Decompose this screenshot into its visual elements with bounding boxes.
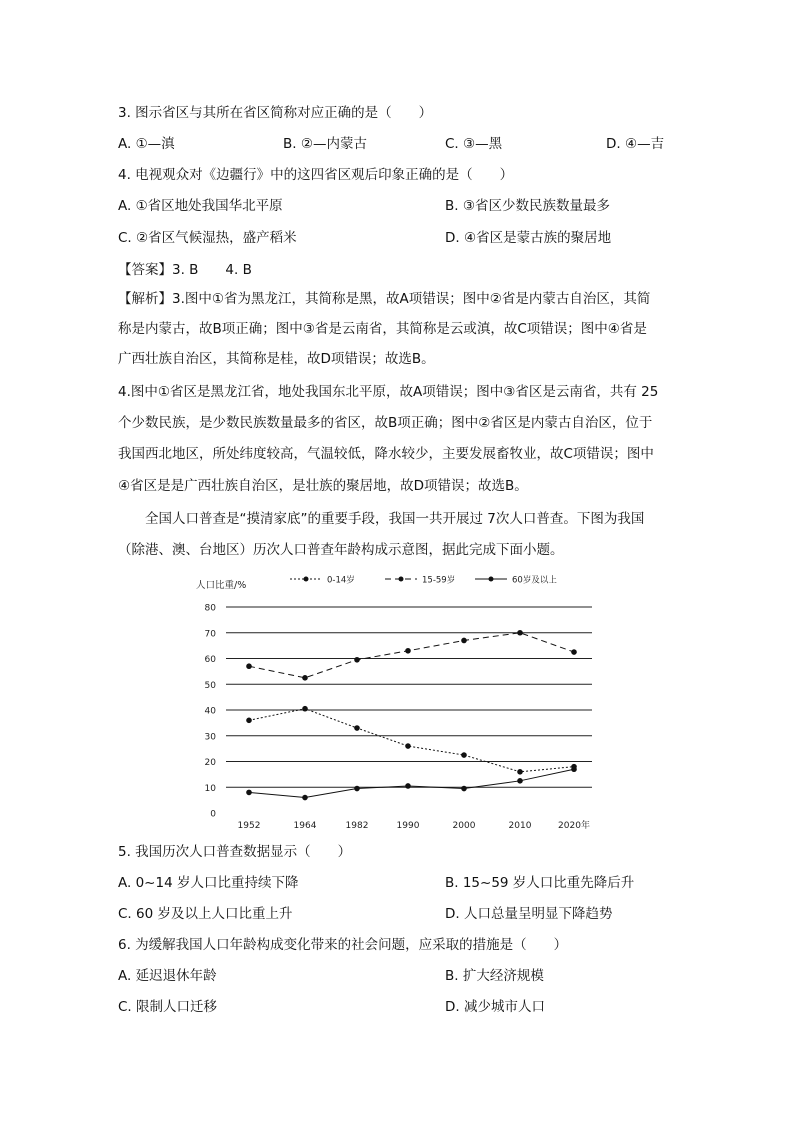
q4-option-c: C. ②省区气候湿热，盛产稻米 <box>118 230 297 246</box>
data-point <box>517 630 523 636</box>
legend-label: 60岁及以上 <box>512 575 557 586</box>
q5-option-a: A. 0~14 岁人口比重持续下降 <box>118 875 299 891</box>
data-point <box>461 752 467 758</box>
q4-stem: 4. 电视观众对《边疆行》中的这四省区观后印象正确的是（ ） <box>118 167 514 183</box>
q6-option-a: A. 延迟退休年龄 <box>118 968 217 984</box>
data-point <box>517 769 523 775</box>
data-point <box>461 786 467 792</box>
y-tick-label: 10 <box>204 783 216 794</box>
y-tick-label: 0 <box>210 809 216 820</box>
y-tick-label: 50 <box>204 680 216 691</box>
x-tick-label: 1990 <box>396 821 420 831</box>
x-tick-label: 2020年 <box>558 821 590 831</box>
q6-option-d: D. 减少城市人口 <box>445 999 545 1015</box>
legend-label: 0-14岁 <box>327 575 355 586</box>
data-point <box>571 649 577 655</box>
x-tick-label: 1964 <box>293 821 317 831</box>
analysis-line: ④省区是是广西壮族自治区，是壮族的聚居地，故D项错误；故选B。 <box>118 478 528 494</box>
y-tick-label: 80 <box>204 603 216 614</box>
analysis-line: 个少数民族，是少数民族数量最多的省区，故B项正确；图中②省区是内蒙古自治区，位于 <box>118 415 653 431</box>
legend-marker <box>399 577 404 582</box>
data-point <box>354 786 360 792</box>
x-tick-label: 1952 <box>237 821 261 831</box>
data-point <box>354 657 360 663</box>
data-point <box>302 706 308 712</box>
analysis-line: 称是内蒙古，故B项正确；图中③省是云南省，其简称是云或滇，故C项错误；图中④省是 <box>118 321 647 337</box>
series-line <box>249 769 574 797</box>
q4-option-d: D. ④省区是蒙古族的聚居地 <box>445 230 612 246</box>
legend-marker <box>489 577 494 582</box>
y-tick-label: 60 <box>204 655 216 665</box>
data-point <box>517 778 523 784</box>
data-point <box>246 790 252 796</box>
q3-stem: 3. 图示省区与其所在省区简称对应正确的是（ ） <box>118 105 433 121</box>
data-point <box>246 663 252 669</box>
series-line <box>249 633 574 678</box>
legend-marker <box>304 577 309 582</box>
data-point <box>302 795 308 801</box>
data-point <box>405 648 411 654</box>
q5-option-c: C. 60 岁及以上人口比重上升 <box>118 906 293 922</box>
x-tick-label: 1982 <box>345 821 369 831</box>
analysis-line: 我国西北地区，所处纬度较高，气温较低，降水较少，主要发展畜牧业，故C项错误；图中 <box>118 446 654 462</box>
q6-option-b: B. 扩大经济规模 <box>445 968 544 984</box>
x-tick-label: 2010 <box>508 821 532 831</box>
answer: 【答案】3. B 4. B <box>118 262 252 278</box>
data-point <box>571 766 577 772</box>
intro-line: 全国人口普查是“摸清家底”的重要手段，我国一共开展过 7次人口普查。下图为我国 <box>118 511 645 527</box>
y-axis-label: 人口比重/% <box>196 580 247 591</box>
q3-option-b: B. ②—内蒙古 <box>283 136 367 152</box>
analysis-line: 广西壮族自治区，其简称是桂，故D项错误；故选B。 <box>118 351 435 367</box>
y-tick-label: 40 <box>204 706 216 717</box>
data-point <box>246 718 252 724</box>
intro-line: （除港、澳、台地区）历次人口普查年龄构成示意图，据此完成下面小题。 <box>118 542 564 558</box>
data-point <box>302 675 308 681</box>
q6-stem: 6. 为缓解我国人口年龄构成变化带来的社会问题，应采取的措施是（ ） <box>118 937 568 953</box>
y-tick-label: 70 <box>204 629 216 640</box>
data-point <box>405 743 411 749</box>
q4-option-a: A. ①省区地处我国华北平原 <box>118 198 283 214</box>
q5-option-b: B. 15~59 岁人口比重先降后升 <box>445 875 635 891</box>
series-line <box>249 709 574 772</box>
q5-option-d: D. 人口总量呈明显下降趋势 <box>445 906 613 922</box>
y-tick-label: 20 <box>204 758 216 768</box>
data-point <box>461 638 467 644</box>
data-point <box>354 725 360 731</box>
analysis-line: 4.图中①省区是黑龙江省，地处我国东北平原，故A项错误；图中③省区是云南省，共有 25 <box>118 384 659 400</box>
q4-option-b: B. ③省区少数民族数量最多 <box>445 198 610 214</box>
q3-option-d: D. ④—吉 <box>606 136 665 152</box>
y-tick-label: 30 <box>204 732 216 743</box>
x-tick-label: 2000 <box>452 821 476 831</box>
q3-option-c: C. ③—黑 <box>445 136 503 152</box>
analysis-line: 【解析】3.图中①省为黑龙江，其简称是黑，故A项错误；图中②省是内蒙古自治区，其简 <box>118 291 651 307</box>
data-point <box>405 783 411 789</box>
q6-option-c: C. 限制人口迁移 <box>118 999 218 1015</box>
q5-stem: 5. 我国历次人口普查数据显示（ ） <box>118 844 352 860</box>
age-structure-chart <box>190 570 610 840</box>
legend-label: 15-59岁 <box>422 575 456 586</box>
q3-option-a: A. ①—滇 <box>118 136 175 152</box>
